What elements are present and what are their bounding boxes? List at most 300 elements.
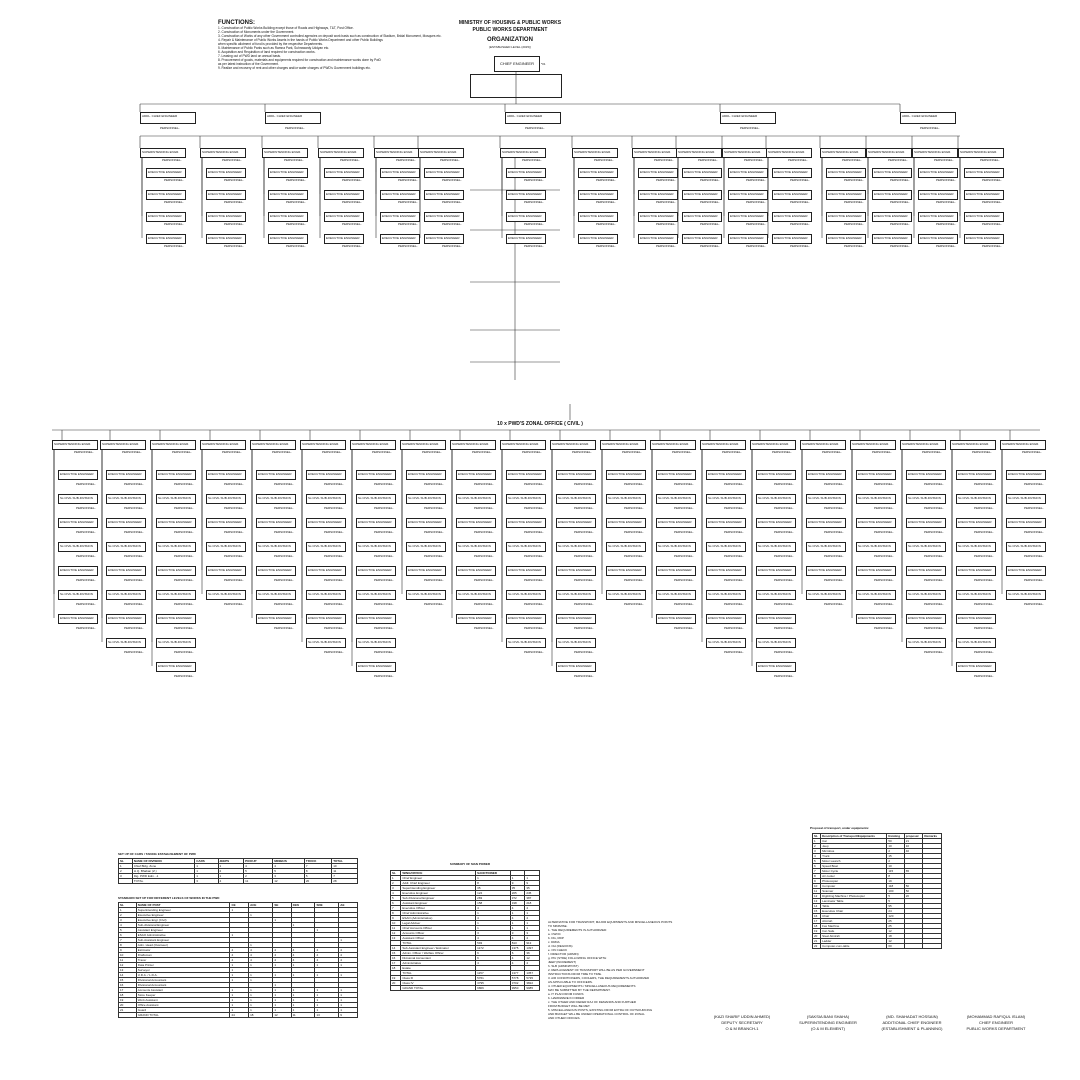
- org-unit-box: [656, 542, 696, 552]
- table-cell: 1: [813, 839, 821, 844]
- table-cell: 1: [273, 963, 291, 968]
- org-unit-box: [424, 212, 464, 222]
- org-unit-box: [756, 566, 796, 576]
- personnel-label: PERSONNEL-: [924, 650, 944, 654]
- table-cell: 28: [332, 879, 358, 884]
- table-cell: 9806: [476, 986, 511, 991]
- note-line: AS APPLICABLE TO OFFICERS.: [548, 980, 593, 984]
- personnel-label: PERSONNEL-: [774, 626, 794, 630]
- personnel-label: PERSONNEL-: [746, 244, 766, 248]
- personnel-label: PERSONNEL-: [746, 222, 766, 226]
- org-unit-label: EXECUTIVE ENGINEER: [580, 192, 614, 196]
- table-cell: 5: [273, 869, 305, 874]
- org-unit-box: [356, 638, 396, 648]
- table-cell: 20: [904, 894, 923, 899]
- note-line: c. THE OTHER AND DEFER RAJ OF DEMANDS AND FURTHER: [548, 1000, 636, 1004]
- table-cell: 20: [813, 934, 821, 939]
- org-unit-box: [406, 470, 446, 480]
- org-unit-box: [206, 190, 246, 200]
- org-unit-box: [324, 212, 364, 222]
- org-unit-label: EXECUTIVE ENGINEER: [708, 568, 742, 572]
- org-unit-label: Ss CIVIL SUB-DIVISION: [358, 544, 391, 548]
- org-unit-box: [964, 234, 1004, 244]
- table-cell: 12: [119, 963, 137, 968]
- org-unit-box: [872, 234, 912, 244]
- table-header-cell: CARS: [195, 859, 218, 864]
- table-cell: 1: [249, 1003, 273, 1008]
- personnel-label: PERSONNEL-: [524, 602, 544, 606]
- table-cell: Surveyor: [136, 968, 230, 973]
- table-cell: 6: [510, 951, 525, 956]
- org-unit-box: [106, 614, 146, 624]
- table-cell: 3: [476, 931, 511, 936]
- table-cell: 1: [249, 973, 273, 978]
- org-unit-label: EXECUTIVE ENGINEER: [730, 192, 764, 196]
- org-unit-box: [556, 590, 596, 600]
- personnel-label: PERSONNEL-: [124, 530, 144, 534]
- table-cell: 198: [510, 901, 525, 906]
- personnel-label: PERSONNEL-: [174, 578, 194, 582]
- org-unit-box: [956, 638, 996, 648]
- personnel-label: PERSONNEL-: [572, 450, 592, 454]
- org-unit-label: EXECUTIVE ENGINEER: [208, 520, 242, 524]
- org-unit-box: [906, 614, 946, 624]
- org-unit-label: EXECUTIVE ENGINEER: [874, 214, 908, 218]
- personnel-label: PERSONNEL-: [524, 554, 544, 558]
- table-cell: [119, 879, 133, 884]
- table-cell: Office Assistant: [136, 1003, 230, 1008]
- org-unit-box: [156, 494, 196, 504]
- table-header-cell: SL: [119, 859, 133, 864]
- table-cell: Ladder: [821, 939, 887, 944]
- org-unit-label: EXECUTIVE ENGINEER: [326, 192, 360, 196]
- org-unit-label: EXECUTIVE ENGINEER: [958, 664, 992, 668]
- org-unit-label: Ss CIVIL SUB-DIVISION: [608, 544, 641, 548]
- org-unit-box: [756, 590, 796, 600]
- table-header-cell: CE: [230, 903, 249, 908]
- org-unit-box: [900, 112, 956, 124]
- personnel-label: PERSONNEL-: [324, 554, 344, 558]
- note-line: FROM BUDGET WILL BE MET.: [548, 1004, 591, 1008]
- org-unit-label: EXECUTIVE ENGINEER: [758, 520, 792, 524]
- signature-org: O & M BRANCH-1: [725, 1026, 759, 1031]
- org-unit-box: [456, 566, 496, 576]
- personnel-label: PERSONNEL-: [76, 602, 96, 606]
- org-unit-box: [856, 590, 896, 600]
- summary-table-title: SUMMARY OF MAN POWER: [449, 862, 491, 866]
- org-unit-label: Ss CIVIL SUB-DIVISION: [258, 592, 291, 596]
- personnel-label: PERSONNEL-: [624, 482, 644, 486]
- table-cell: 1: [195, 864, 218, 869]
- personnel-label: PERSONNEL-: [474, 530, 494, 534]
- org-unit-label: EXECUTIVE ENGINEER: [108, 568, 142, 572]
- org-unit-label: SUPERINTENDING ENGR.: [264, 150, 302, 154]
- org-unit-label: EXECUTIVE ENGINEER: [208, 472, 242, 476]
- org-unit-box: [656, 614, 696, 624]
- table-cell: 15: [813, 909, 821, 914]
- org-unit-label: EXECUTIVE ENGINEER: [308, 472, 342, 476]
- table-cell: 9: [813, 879, 821, 884]
- personnel-label: PERSONNEL-: [76, 626, 96, 630]
- table-cell: 4: [525, 961, 540, 966]
- personnel-label: PERSONNEL-: [824, 482, 844, 486]
- org-unit-label: EXECUTIVE ENGINEER: [158, 664, 192, 668]
- table-cell: 1: [218, 864, 244, 869]
- personnel-label: PERSONNEL-: [224, 482, 244, 486]
- org-unit-box: [632, 148, 678, 158]
- table-cell: 1157: [476, 971, 511, 976]
- table-cell: Computer-cum-table: [821, 944, 887, 949]
- org-unit-box: [256, 566, 296, 576]
- org-unit-label: Ss CIVIL SUB-DIVISION: [1008, 496, 1041, 500]
- org-unit-label: SUPERINTENDING ENGR.: [752, 442, 790, 446]
- org-unit-label: Ss CIVIL SUB-DIVISION: [358, 640, 391, 644]
- table-cell: 1: [476, 911, 511, 916]
- org-unit-label: SUPERINTENDING ENGR.: [552, 442, 590, 446]
- table-row: [813, 944, 942, 949]
- officers-table-title: STANDARD SET UP FOR DIFFERENT LEVELS OF WORKS IN THE PWD: [118, 896, 220, 900]
- org-unit-box: [206, 470, 246, 480]
- table-cell: 50: [904, 884, 923, 889]
- org-unit-box: [456, 470, 496, 480]
- signature-title: DEPUTY SECRETARY: [721, 1020, 763, 1025]
- org-unit-label: EXECUTIVE ENGINEER: [208, 192, 242, 196]
- personnel-label: PERSONNEL-: [524, 530, 544, 534]
- table-cell: 4: [510, 961, 525, 966]
- personnel-label: PERSONNEL-: [222, 158, 242, 162]
- org-unit-label: EXECUTIVE ENGINEER: [920, 192, 954, 196]
- table-cell: 15: [887, 854, 904, 859]
- org-unit-label: Ss CIVIL SUB-DIVISION: [558, 496, 591, 500]
- table-cell: Motor Cycle: [821, 869, 887, 874]
- table-cell: 1: [525, 911, 540, 916]
- table-cell: 16: [391, 956, 401, 961]
- org-unit-box: [506, 234, 546, 244]
- personnel-label: PERSONNEL-: [324, 482, 344, 486]
- org-unit-box: [706, 590, 746, 600]
- personnel-label: PERSONNEL-: [920, 126, 940, 130]
- org-unit-label: Ss CIVIL SUB-DIVISION: [258, 496, 291, 500]
- table-cell: 15: [391, 951, 401, 956]
- table-cell: 1: [510, 876, 525, 881]
- table-header-cell: TRUCK: [304, 859, 331, 864]
- signature-org: (ESTABLISHMENT & PLANNING): [881, 1026, 943, 1031]
- table-cell: 18: [887, 934, 904, 939]
- personnel-label: PERSONNEL-: [374, 602, 394, 606]
- personnel-label: PERSONNEL-: [472, 450, 492, 454]
- table-cell: 4: [273, 948, 291, 953]
- org-unit-box: [606, 590, 646, 600]
- org-unit-label: EXECUTIVE ENGINEER: [828, 236, 862, 240]
- org-unit-label: EXECUTIVE ENGINEER: [108, 472, 142, 476]
- table-cell: 95: [887, 904, 904, 909]
- org-unit-box: [638, 190, 678, 200]
- org-unit-box: [856, 494, 896, 504]
- table-cell: 1: [230, 1008, 249, 1013]
- table-cell: 8: [887, 874, 904, 879]
- personnel-label: PERSONNEL-: [724, 506, 744, 510]
- org-unit-box: [772, 168, 812, 178]
- table-cell: [904, 944, 923, 949]
- org-unit-box: [606, 494, 646, 504]
- org-unit-box: [1000, 440, 1046, 450]
- org-unit-label: EXECUTIVE ENGINEER: [920, 170, 954, 174]
- function-item: when specific allotment of fund is provided by the respective Departments.: [218, 42, 323, 46]
- table-cell: 1: [119, 908, 137, 913]
- org-unit-box: [728, 212, 768, 222]
- personnel-label: PERSONNEL-: [774, 650, 794, 654]
- org-unit-label: EXECUTIVE ENGINEER: [308, 520, 342, 524]
- note-line: 1. THE REQUIREMENTS IS AUTHORIZED:: [548, 928, 607, 932]
- table-cell: U.D.A. / L.D.A.: [136, 973, 230, 978]
- personnel-label: PERSONNEL-: [724, 554, 744, 558]
- org-unit-box: [964, 168, 1004, 178]
- personnel-label: PERSONNEL-: [424, 482, 444, 486]
- personnel-label: PERSONNEL-: [740, 126, 760, 130]
- personnel-label: PERSONNEL-: [654, 158, 674, 162]
- table-cell: Accounts Assistant: [136, 988, 230, 993]
- signature-block: [956, 1014, 1036, 1032]
- org-unit-label: EXECUTIVE ENGINEER: [508, 568, 542, 572]
- note-line: a. CWOC: [548, 932, 561, 936]
- table-cell: 100: [887, 889, 904, 894]
- org-unit-box: [964, 190, 1004, 200]
- table-header-cell: SL: [119, 903, 137, 908]
- org-unit-box: [250, 440, 296, 450]
- table-cell: 5761: [476, 976, 511, 981]
- table-cell: 9: [391, 916, 401, 921]
- table-cell: 1: [525, 921, 540, 926]
- table-cell: [923, 944, 942, 949]
- org-unit-label: SUPERINTENDING ENGR.: [252, 442, 290, 446]
- personnel-label: PERSONNEL-: [874, 506, 894, 510]
- org-unit-box: [820, 148, 866, 158]
- org-unit-box: [950, 440, 996, 450]
- personnel-label: PERSONNEL-: [286, 178, 306, 182]
- personnel-label: PERSONNEL-: [342, 244, 362, 248]
- org-unit-box: [750, 440, 796, 450]
- org-unit-box: [856, 470, 896, 480]
- org-unit-label: EXECUTIVE ENGINEER: [1008, 472, 1042, 476]
- org-unit-label: EXECUTIVE ENGINEER: [658, 616, 692, 620]
- org-unit-box: [638, 234, 678, 244]
- note-line: TO MINIMISE.: [548, 924, 568, 928]
- org-unit-box: [206, 234, 246, 244]
- table-cell: Speed Boat: [821, 864, 887, 869]
- table-cell: 1: [273, 1003, 291, 1008]
- table-cell: 36: [525, 951, 540, 956]
- org-unit-box: [156, 590, 196, 600]
- personnel-label: PERSONNEL-: [398, 222, 418, 226]
- table-cell: Estimator: [136, 948, 230, 953]
- org-unit-label: SUPERINTENDING ENGR.: [302, 442, 340, 446]
- table-cell: 1: [273, 998, 291, 1003]
- personnel-label: PERSONNEL-: [790, 200, 810, 204]
- org-unit-label: EXECUTIVE ENGINEER: [148, 170, 182, 174]
- org-unit-box: [380, 212, 420, 222]
- table-cell: Steel Almirah: [821, 934, 887, 939]
- personnel-label: PERSONNEL-: [525, 126, 545, 130]
- personnel-label: PERSONNEL-: [474, 506, 494, 510]
- org-unit-box: [556, 638, 596, 648]
- table-cell: Store Keeper: [136, 993, 230, 998]
- personnel-label: PERSONNEL-: [574, 530, 594, 534]
- org-unit-label: Ss CIVIL SUB-DIVISION: [458, 592, 491, 596]
- org-unit-label: Ss CIVIL SUB-DIVISION: [558, 592, 591, 596]
- org-unit-box: [146, 234, 186, 244]
- org-unit-box: [1006, 590, 1046, 600]
- org-unit-box: [156, 518, 196, 528]
- org-unit-label: Ss CIVIL SUB-DIVISION: [808, 544, 841, 548]
- org-unit-box: [906, 638, 946, 648]
- table-cell: 7: [332, 874, 358, 879]
- org-unit-box: [146, 168, 186, 178]
- org-unit-box: [856, 566, 896, 576]
- personnel-label: PERSONNEL-: [574, 650, 594, 654]
- org-unit-box: [556, 614, 596, 624]
- org-unit-box: [766, 148, 812, 158]
- table-cell: 3822: [525, 981, 540, 986]
- org-unit-box: [806, 566, 846, 576]
- org-unit-box: [506, 590, 546, 600]
- table-cell: Jeep: [821, 844, 887, 849]
- personnel-label: PERSONNEL-: [440, 158, 460, 162]
- org-unit-box: [826, 168, 866, 178]
- table-cell: 18: [391, 966, 401, 971]
- signature-block: [872, 1014, 952, 1032]
- personnel-label: PERSONNEL-: [822, 450, 842, 454]
- table-cell: Executive Engr (Civil): [136, 918, 230, 923]
- table-cell: 13: [813, 899, 821, 904]
- table-cell: 2: [119, 869, 133, 874]
- org-unit-label: EXECUTIVE ENGINEER: [774, 236, 808, 240]
- org-unit-box: [866, 148, 912, 158]
- note-line: AND OTHER OFFICES.: [548, 1016, 581, 1020]
- org-unit-label: Ss CIVIL SUB-DIVISION: [458, 496, 491, 500]
- personnel-label: PERSONNEL-: [524, 626, 544, 630]
- table-cell: 2: [887, 849, 904, 854]
- org-unit-label: EXECUTIVE ENGINEER: [966, 214, 1000, 218]
- personnel-label: PERSONNEL-: [622, 450, 642, 454]
- table-cell: 1357: [525, 971, 540, 976]
- table-cell: 10: [887, 844, 904, 849]
- org-unit-box: [356, 470, 396, 480]
- org-unit-label: Ss CIVIL SUB-DIVISION: [658, 496, 691, 500]
- personnel-label: PERSONNEL-: [224, 244, 244, 248]
- org-unit-box: [706, 638, 746, 648]
- table-cell: 8: [119, 943, 137, 948]
- officers-table-block: [118, 896, 219, 900]
- personnel-label: PERSONNEL-: [574, 626, 594, 630]
- table-cell: 35: [525, 886, 540, 891]
- org-unit-label: EXECUTIVE ENGINEER: [684, 214, 718, 218]
- org-unit-box: [356, 614, 396, 624]
- personnel-label: PERSONNEL-: [874, 530, 894, 534]
- org-unit-label: SUPERINTENDING ENGR.: [702, 442, 740, 446]
- org-unit-box: [140, 112, 196, 124]
- table-cell: 283: [476, 896, 511, 901]
- personnel-label: PERSONNEL-: [442, 178, 462, 182]
- table-cell: 20: [304, 879, 331, 884]
- personnel-label: PERSONNEL-: [974, 626, 994, 630]
- org-unit-box: [306, 614, 346, 624]
- personnel-label: PERSONNEL-: [724, 530, 744, 534]
- personnel-label: PERSONNEL-: [398, 200, 418, 204]
- org-unit-label: EXECUTIVE ENGINEER: [258, 472, 292, 476]
- table-cell: 5735: [525, 976, 540, 981]
- personnel-label: PERSONNEL-: [924, 578, 944, 582]
- table-cell: 9: [510, 881, 525, 886]
- note-line: a. IT PLAN FROM FUNDS: [548, 992, 584, 996]
- org-unit-label: EXECUTIVE ENGINEER: [908, 568, 942, 572]
- signature-title: CHIEF ENGINEER: [978, 1020, 1013, 1025]
- personnel-label: PERSONNEL-: [656, 178, 676, 182]
- personnel-label: PERSONNEL-: [624, 554, 644, 558]
- org-unit-box: [456, 494, 496, 504]
- signature-org: PUBLIC WORKS DEPARTMENT: [966, 1026, 1026, 1031]
- org-unit-label: Ss CIVIL SUB-DIVISION: [60, 592, 93, 596]
- org-unit-box: [106, 494, 146, 504]
- org-unit-box: [268, 234, 308, 244]
- org-unit-box: [906, 494, 946, 504]
- org-unit-label: EXECUTIVE ENGINEER: [148, 236, 182, 240]
- personnel-label: PERSONNEL-: [372, 450, 392, 454]
- table-cell: 14: [119, 973, 137, 978]
- note-line: INSTRUCTIONS FROM TIME TO TIME.: [548, 972, 602, 976]
- personnel-label: PERSONNEL-: [284, 158, 304, 162]
- personnel-label: PERSONNEL-: [698, 158, 718, 162]
- org-unit-label: Ss CIVIL SUB-DIVISION: [608, 592, 641, 596]
- table-cell: 1: [391, 876, 401, 881]
- org-unit-label: EXECUTIVE ENGINEER: [580, 236, 614, 240]
- personnel-label: PERSONNEL-: [174, 650, 194, 654]
- personnel-label: PERSONNEL-: [890, 178, 910, 182]
- org-unit-label: Ss CIVIL SUB-DIVISION: [808, 496, 841, 500]
- personnel-label: PERSONNEL-: [374, 506, 394, 510]
- table-cell: Air cooler: [821, 874, 887, 879]
- personnel-label: PERSONNEL-: [74, 450, 94, 454]
- table-cell: 1377: [510, 971, 525, 976]
- table-cell: Executive Chair: [821, 909, 887, 914]
- org-unit-box: [906, 566, 946, 576]
- org-unit-box: [958, 148, 1004, 158]
- org-unit-box: [956, 566, 996, 576]
- org-unit-box: [506, 190, 546, 200]
- org-unit-label: EXECUTIVE ENGINEER: [858, 472, 892, 476]
- org-unit-label: EXECUTIVE ENGINEER: [258, 568, 292, 572]
- org-unit-label: Ss CIVIL SUB-DIVISION: [708, 544, 741, 548]
- org-unit-box: [918, 190, 958, 200]
- org-unit-box: [606, 566, 646, 576]
- org-unit-label: EXECUTIVE ENGINEER: [382, 214, 416, 218]
- table-cell: 1: [230, 978, 249, 983]
- org-unit-box: [756, 542, 796, 552]
- org-unit-box: [756, 662, 796, 672]
- personnel-label: PERSONNEL-: [700, 222, 720, 226]
- personnel-label: PERSONNEL-: [324, 602, 344, 606]
- table-cell: 1: [291, 998, 315, 1003]
- org-unit-box: [140, 148, 186, 158]
- table-cell: Chief Administrative: [401, 911, 476, 916]
- personnel-label: PERSONNEL-: [174, 506, 194, 510]
- table-cell: 6: [391, 901, 401, 906]
- org-unit-box: [872, 212, 912, 222]
- personnel-label: PERSONNEL-: [274, 602, 294, 606]
- table-cell: 1: [230, 988, 249, 993]
- org-unit-label: EXECUTIVE ENGINEER: [920, 236, 954, 240]
- table-cell: Superintending Engineer: [401, 886, 476, 891]
- personnel-label: PERSONNEL-: [874, 602, 894, 606]
